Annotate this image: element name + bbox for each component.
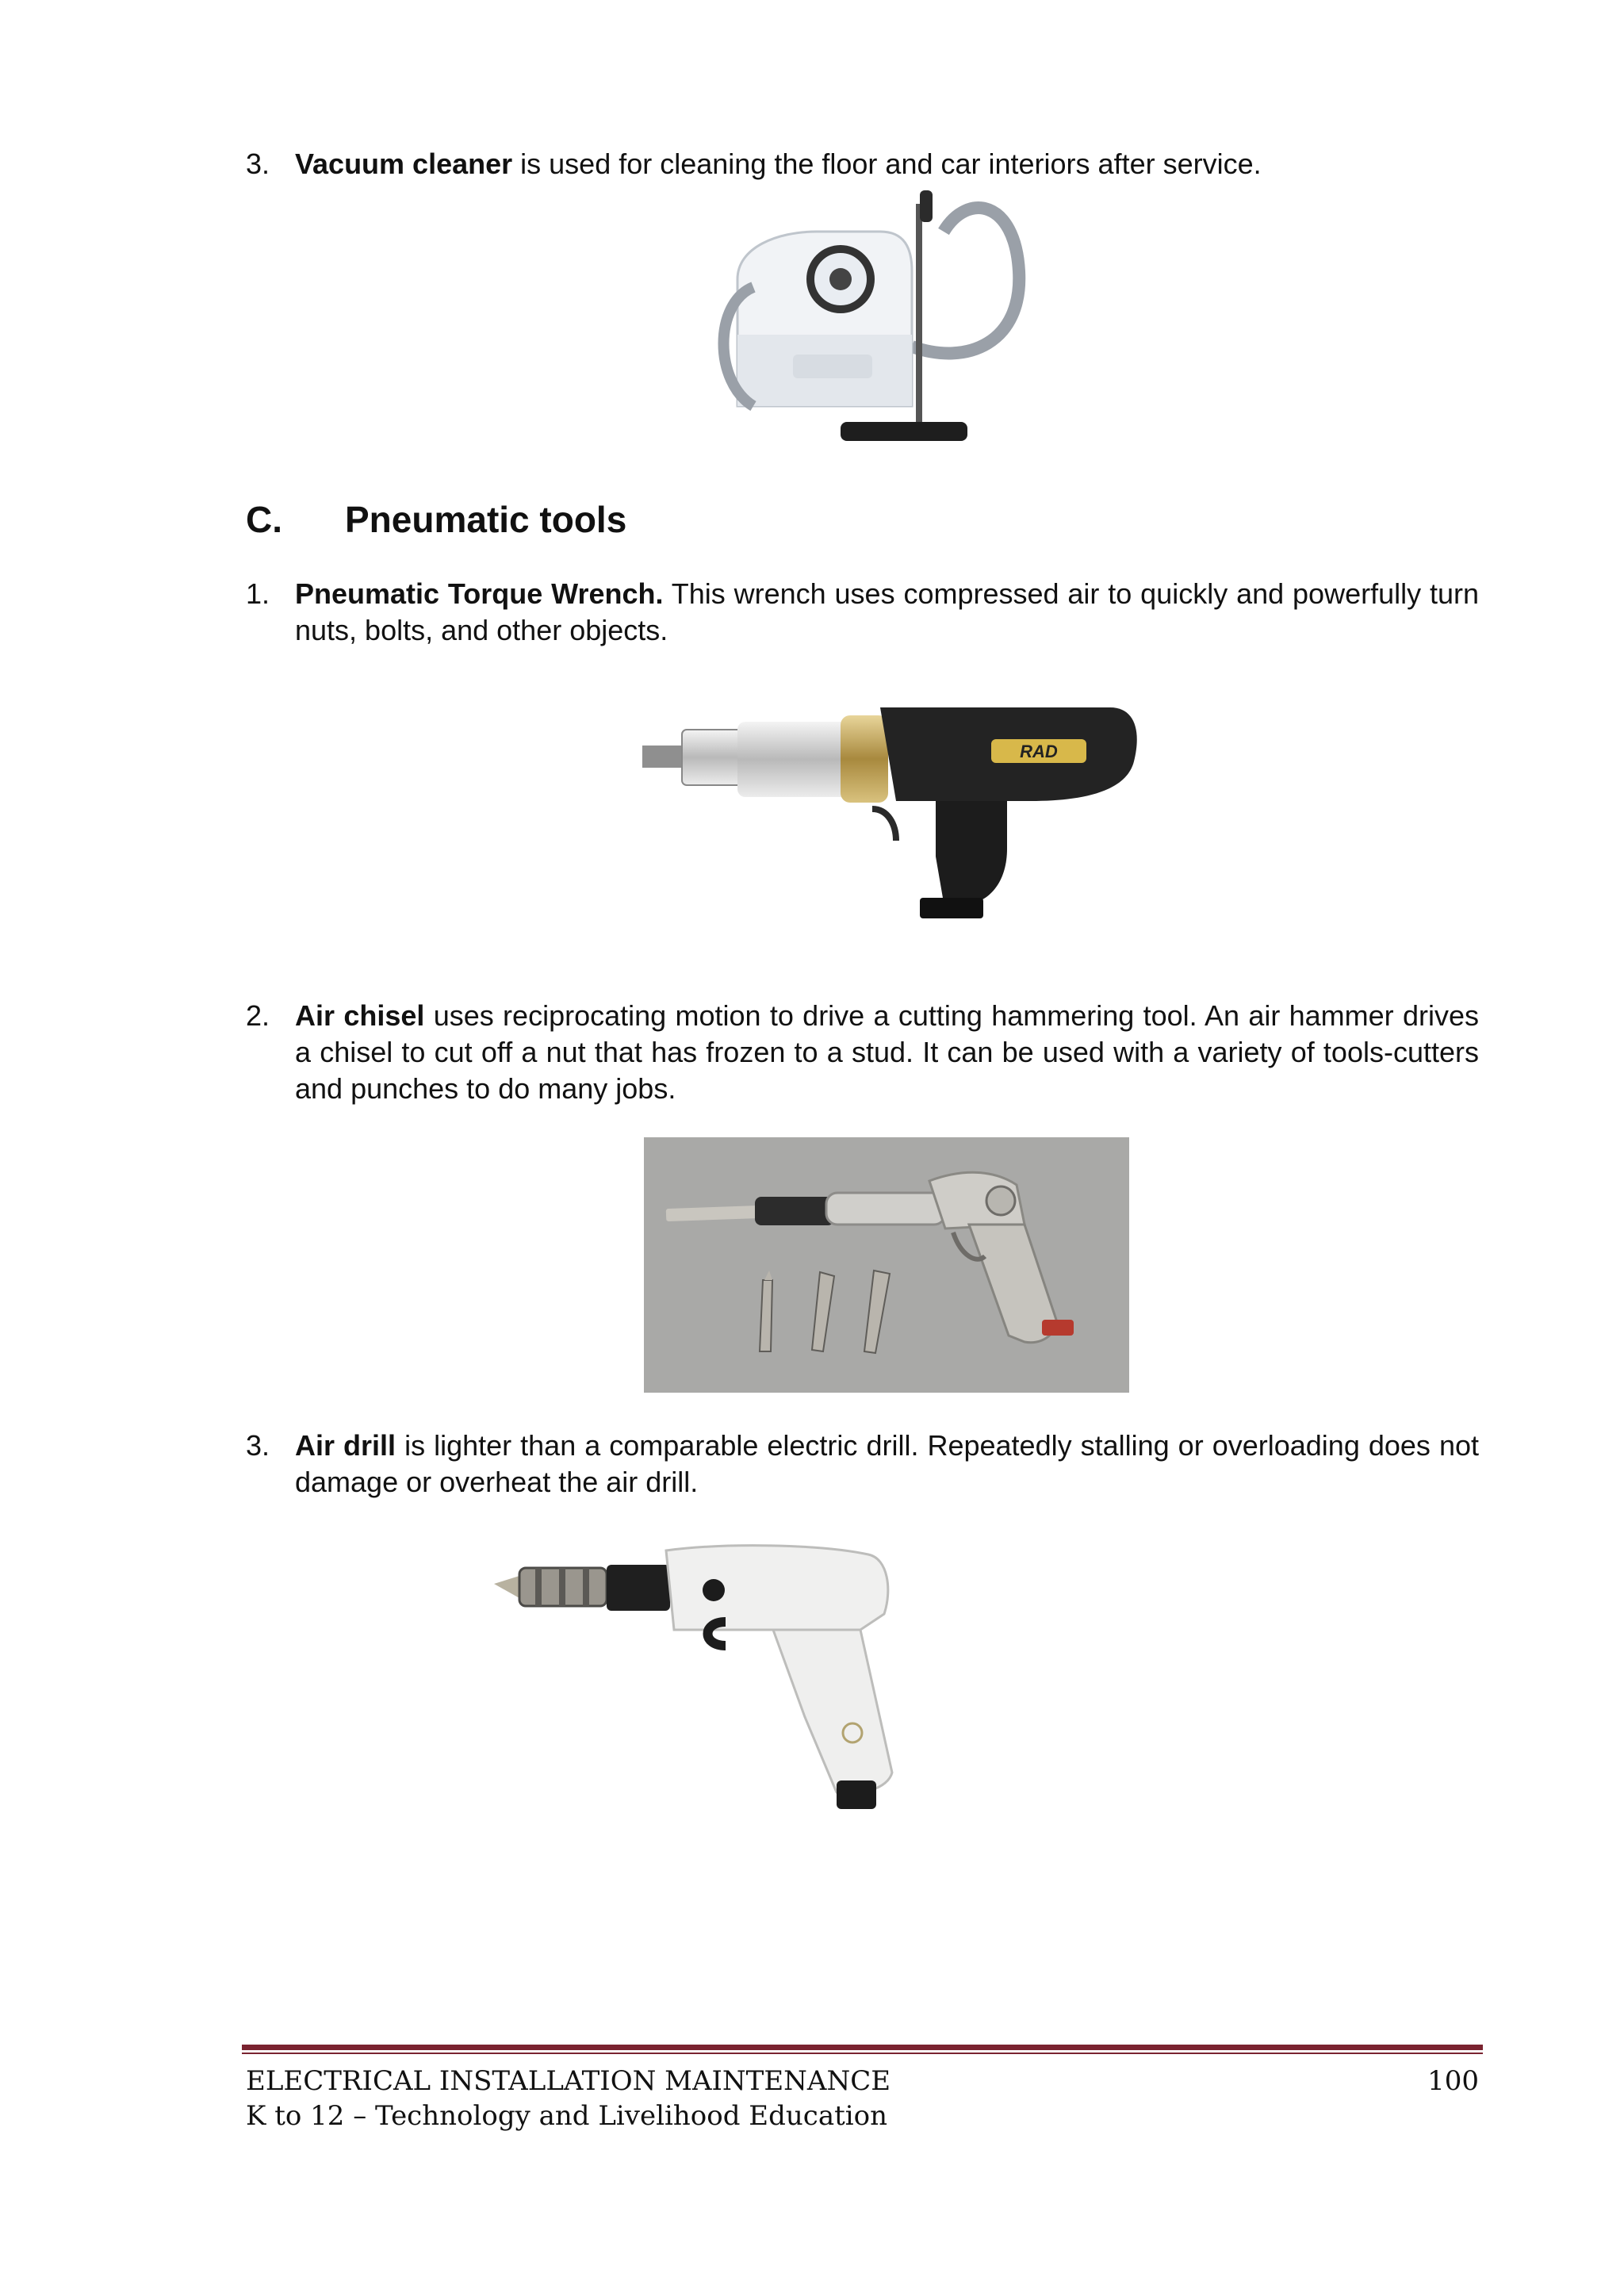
item-text: uses reciprocating motion to drive a cutting hammering tool. An air hammer drives a chisel to cut off a nut that has frozen to a stud. It can be used with a variety of tools-cutters and punches to do many jobs. <box>295 999 1480 1105</box>
wrench-brand-label: RAD <box>1020 742 1058 761</box>
item-term: Pneumatic Torque Wrench. <box>295 577 664 610</box>
item-number: 2. <box>246 999 270 1032</box>
section-heading <box>246 498 626 541</box>
pneumatic-torque-wrench-image <box>634 690 1150 928</box>
footer-title: ELECTRICAL INSTALLATION MAINTENANCE <box>246 2065 891 2097</box>
item-term: Air drill <box>295 1429 396 1462</box>
air-drill-image <box>488 1535 932 1820</box>
item-text: is used for cleaning the floor and car interiors after service. <box>512 148 1262 180</box>
item-term: Air chisel <box>295 999 425 1032</box>
item-number: 3. <box>246 148 270 180</box>
item-number: 1. <box>246 577 270 610</box>
footer-divider <box>242 2045 1483 2054</box>
vacuum-cleaner-image <box>706 184 1055 454</box>
page-number: 100 <box>1427 2065 1479 2097</box>
item-number: 3. <box>246 1429 270 1462</box>
air-chisel-image <box>644 1137 1129 1393</box>
list-item-air-chisel <box>246 998 1479 1107</box>
footer-subtitle: K to 12 – Technology and Livelihood Education <box>246 2100 887 2132</box>
section-letter: C. <box>246 499 282 540</box>
footer-title-row <box>246 2065 1479 2097</box>
item-term: Vacuum cleaner <box>295 148 513 180</box>
item-text: This wrench uses compressed air to quickly and powerfully turn nuts, bolts, and other objects. <box>295 577 1480 646</box>
item-text: is lighter than a comparable electric drill. Repeatedly stalling or overloading does not damage or overheat the air drill. <box>295 1429 1479 1498</box>
section-title: Pneumatic tools <box>345 499 627 540</box>
list-item-vacuum-cleaner <box>246 146 1479 182</box>
list-item-torque-wrench <box>246 576 1479 649</box>
list-item-air-drill <box>246 1428 1479 1501</box>
